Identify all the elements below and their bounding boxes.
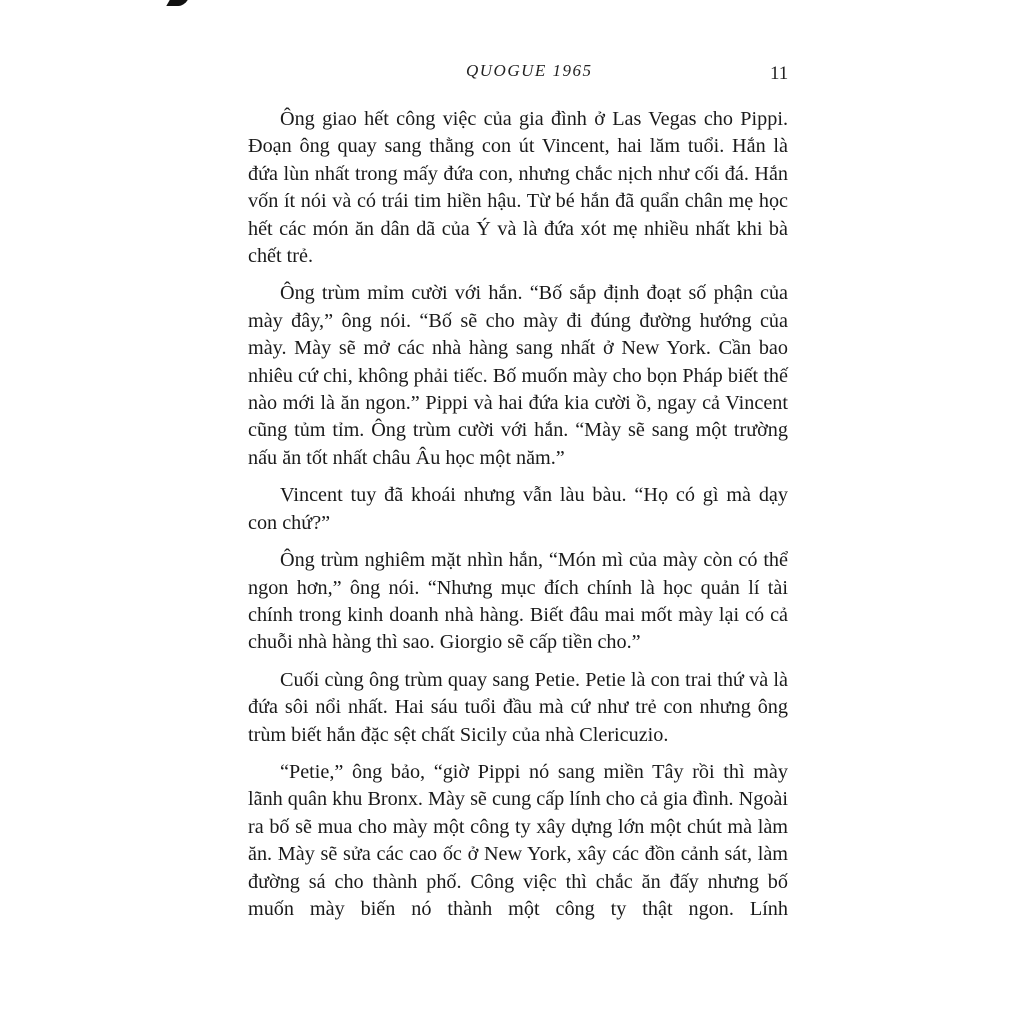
running-head: QUOGUE 1965 <box>466 61 593 80</box>
paragraph-5: Cuối cùng ông trùm quay sang Petie. Petie là con trai thứ và là đứa sôi nổi nhất. Hai sáu tuổi đầu mà cứ như trẻ con nhưng ông trùm biết hắn đặc sệt chất Sicily của nhà Clericuzio. <box>248 668 788 746</box>
body-text <box>248 106 788 933</box>
paragraph-3: Vincent tuy đã khoái nhưng vẫn làu bàu. “Họ có gì mà dạy con chứ?” <box>248 484 788 534</box>
paragraph-4: Ông trùm nghiêm mặt nhìn hắn, “Món mì của mày còn có thể ngon hơn,” ông nói. “Nhưng mục đích chính là học quản lí tài chính trong kinh doanh nhà hàng. Biết đâu mai mốt mày lại có cả chuỗi nhà hàng thì sao. Giorgio sẽ cấp tiền cho.” <box>248 549 788 654</box>
paragraph-1: Ông giao hết công việc của gia đình ở Las Vegas cho Pippi. Đoạn ông quay sang thằng con út Vincent, hai lăm tuổi. Hắn là đứa lùn nhất trong mấy đứa con, nhưng chắc nịch như cối đá. Hắn vốn ít nói và có trái tim hiền hậu. Từ bé hắn đã quẩn chân mẹ học hết các món ăn dân dã của Ý và là đứa xót mẹ nhiều nhất khi bà chết trẻ. <box>248 108 788 268</box>
paragraph-2: Ông trùm mỉm cười với hắn. “Bố sắp định đoạt số phận của mày đây,” ông nói. “Bố sẽ cho mày đi đúng đường hướng của mày. Mày sẽ mở các nhà hàng sang nhất ở New York. Cần bao nhiêu cứ chi, không phải tiếc. Bố muốn mày cho bọn Pháp biết thế nào mới là ăn ngon.” Pippi và hai đứa kia cười ồ, ngay cả Vincent cũng tủm tỉm. Ông trùm cười với hắn. “Mày sẽ sang một trường nấu ăn tốt nhất châu Âu học một năm.” <box>248 282 788 469</box>
page-number: 11 <box>770 63 789 84</box>
paragraph-6: “Petie,” ông bảo, “giờ Pippi nó sang miền Tây rồi thì mày lãnh quân khu Bronx. Mày sẽ cung cấp lính cho cả gia đình. Ngoài ra bố sẽ mua cho mày một công ty xây dựng lớn một chút mà làm ăn. Mày sẽ sửa các cao ốc ở New York, xây các đồn cảnh sát, làm đường sá cho thành phố. Công việc thì chắc ăn đấy nhưng bố muốn mày biến nó thành một công ty thật ngon. Lính <box>248 760 788 920</box>
